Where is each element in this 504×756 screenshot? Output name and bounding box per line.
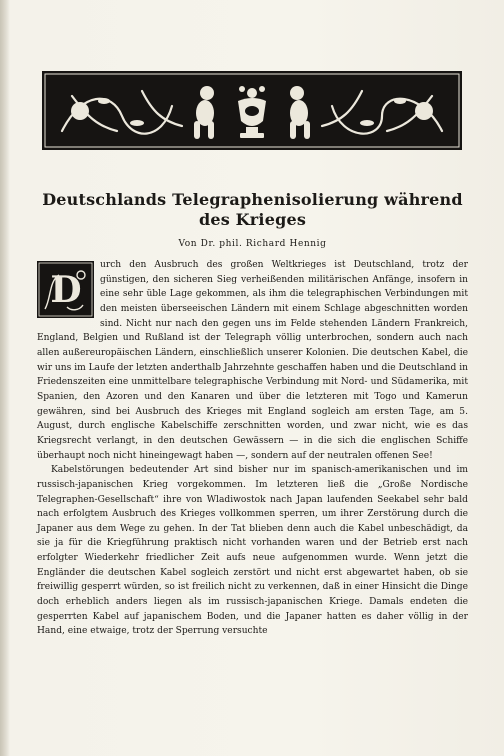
dropcap-letter: D [50,269,82,311]
paragraph-1-text: urch den Ausbruch des großen Weltkrieges ist Deutschland, trotz der günstigen, den sicheren Sieg verheißenden militärischen Anfänge, insofern in eine sehr üble Lage gekommen, als ihm die telegraphischen Verbindungen mit den meisten überseeischen Ländern mit einem Schlage abgeschnitten worden sind. Nicht nur nach den gegen uns im Felde stehenden Ländern Frankreich, England, Belgien und Rußland ist der Telegraph völlig unterbrochen, sondern auch nach allen außereuropäischen Ländern, einschließlich unserer Kolonien. Die deutschen Kabel, die wir uns im Laufe der letzten anderthalb Jahrzehnte geschaffen haben und die Deutschland in Friedenszeiten eine unmittelbare telegraphische Verbindung mit Nord- und Südamerika, mit Spanien, den Azoren und den Kanaren und über die letzteren mit Togo und Kamerun gewähren, sind bei Ausbruch des Krieges mit England sogleich am ersten Tage, am 5. August, durch englische Kabelschiffe zerschnitten worden, und zwar nicht, wie es das Kriegsrecht verlangt, in den deutschen Gewässern — in die sich die englischen Schiffe überhaupt noch nicht hineingewagt haben —, sondern auf der neutralen offenen See! [37,260,468,461]
article-author: Von Dr. phil. Richard Hennig [178,239,327,249]
paragraph-2-text: Kabelstörungen bedeutender Art sind bisher nur im spanisch-amerikanischen und im russisch-japanischen Krieg vorgekommen. Im letzteren ließ die „Große Nordische Telegraphen-Gesellschaft“ ihre von Wladiwostok nach Japan laufenden Seekabel sehr bald nach erfolgtem Ausbruch des Krieges vollkommen sperren, um ihrer Zerstörung durch die Japaner aus dem Wege zu gehen. In der Tat blieben denn auch die Kabel unbeschädigt, da sie ja für die Kriegführung praktisch nicht vorhanden waren und der Betrieb erst nach erfolgter Wiederkehr friedlicher Zeit aufs neue aufgenommen wurde. Wenn jetzt die Engländer die deutschen Kabel sogleich zerstört und nicht erst abgewartet haben, ob sie freiwillig gesperrt würden, so ist freilich nicht zu verkennen, daß in einer Hinsicht die Dinge doch erheblich anders liegen als im russisch-japanischen Kriege. Damals endeten die gesperrten Kabel auf japanischem Boden, und die Japaner hatten es daher völlig in der Hand, eine etwaige, trotz der Sperrung versuchte [37,465,468,637]
article-paragraph [37,463,468,639]
article-title: Deutschlands Telegraphenisolierung während des Krieges [42,190,463,229]
dropcap-initial [37,261,94,318]
decorative-header-ornament [42,71,462,150]
page-gutter-shadow [0,0,10,756]
article-paragraph [37,258,468,463]
article-body [37,258,468,639]
